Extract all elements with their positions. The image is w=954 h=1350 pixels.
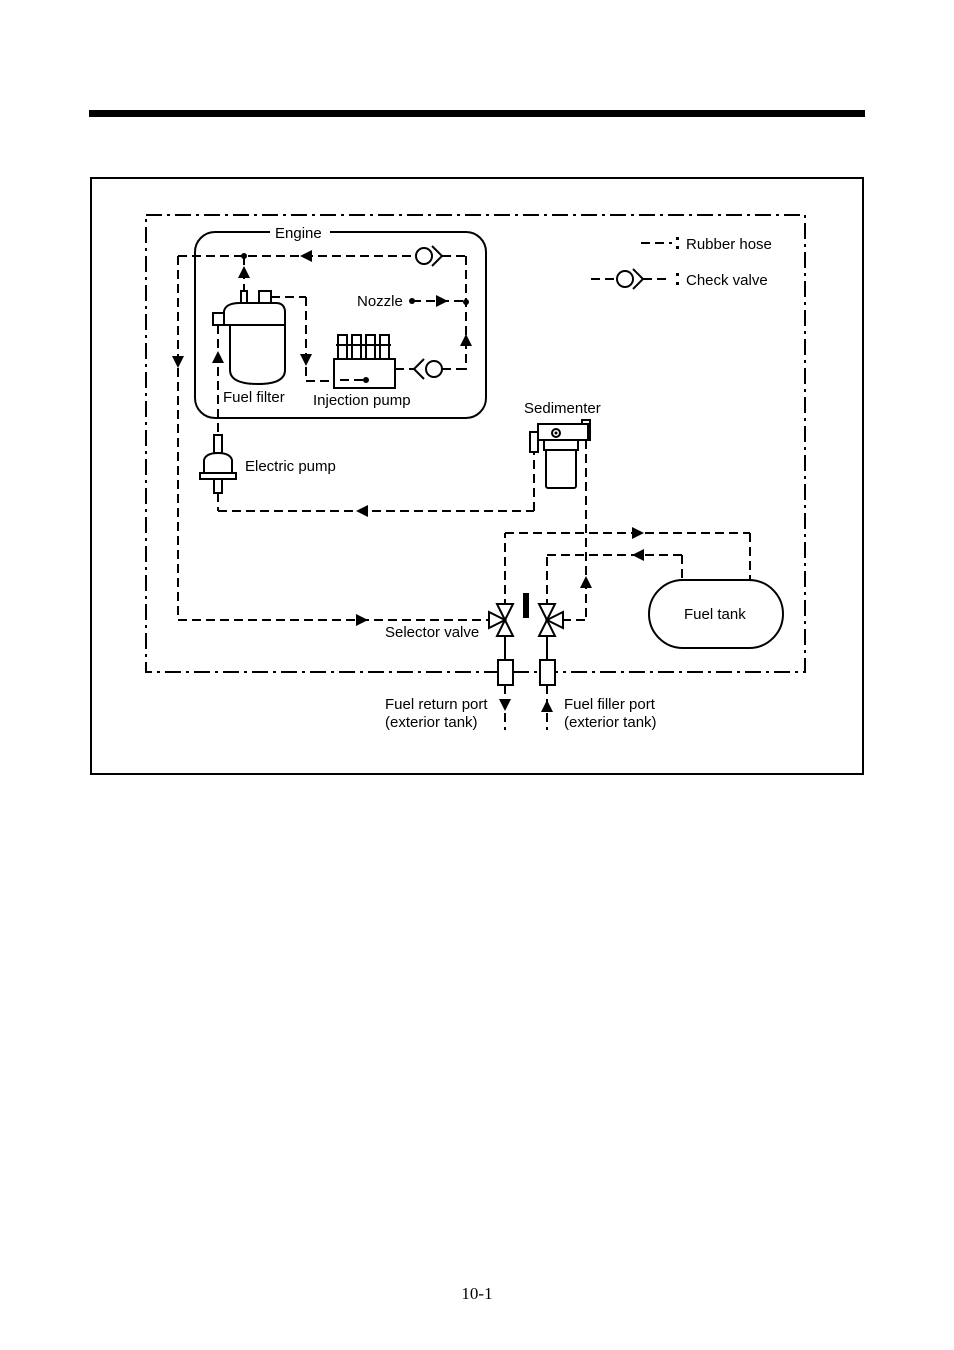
fuel-tank-label: Fuel tank [684, 606, 746, 623]
fuel-filler-port-label-2: (exterior tank) [564, 714, 657, 731]
sedimenter-label: Sedimenter [524, 400, 601, 417]
injection-pump [334, 335, 395, 388]
sedimenter [530, 420, 590, 488]
injection-pump-label: Injection pump [313, 392, 411, 409]
selector-valve-label: Selector valve [385, 624, 480, 641]
legend-check-valve: Check valve [686, 272, 768, 289]
fuel-filler-port-label-1: Fuel filler port [564, 696, 655, 713]
legend-check-valve-icon [617, 271, 633, 287]
fuel-return-port-label-2: (exterior tank) [385, 714, 478, 731]
pump-check-valve-icon [426, 361, 442, 377]
return-check-valve-icon [416, 248, 432, 264]
legend [591, 236, 772, 289]
fuel-filler-port [540, 660, 555, 685]
fuel-filter [213, 291, 285, 384]
selector-valve [489, 593, 563, 636]
fuel-return-port-label-1: Fuel return port [385, 696, 488, 713]
engine-label: Engine [275, 225, 322, 242]
page-number: 10-1 [461, 1284, 493, 1303]
electric-pump [200, 435, 236, 493]
electric-pump-label: Electric pump [245, 458, 336, 475]
fuel-filter-label: Fuel filter [223, 389, 285, 406]
legend-rubber-hose: Rubber hose [686, 236, 772, 253]
fuel-return-port [498, 660, 513, 685]
nozzle-label: Nozzle [357, 293, 403, 310]
selector-handle [523, 593, 529, 618]
